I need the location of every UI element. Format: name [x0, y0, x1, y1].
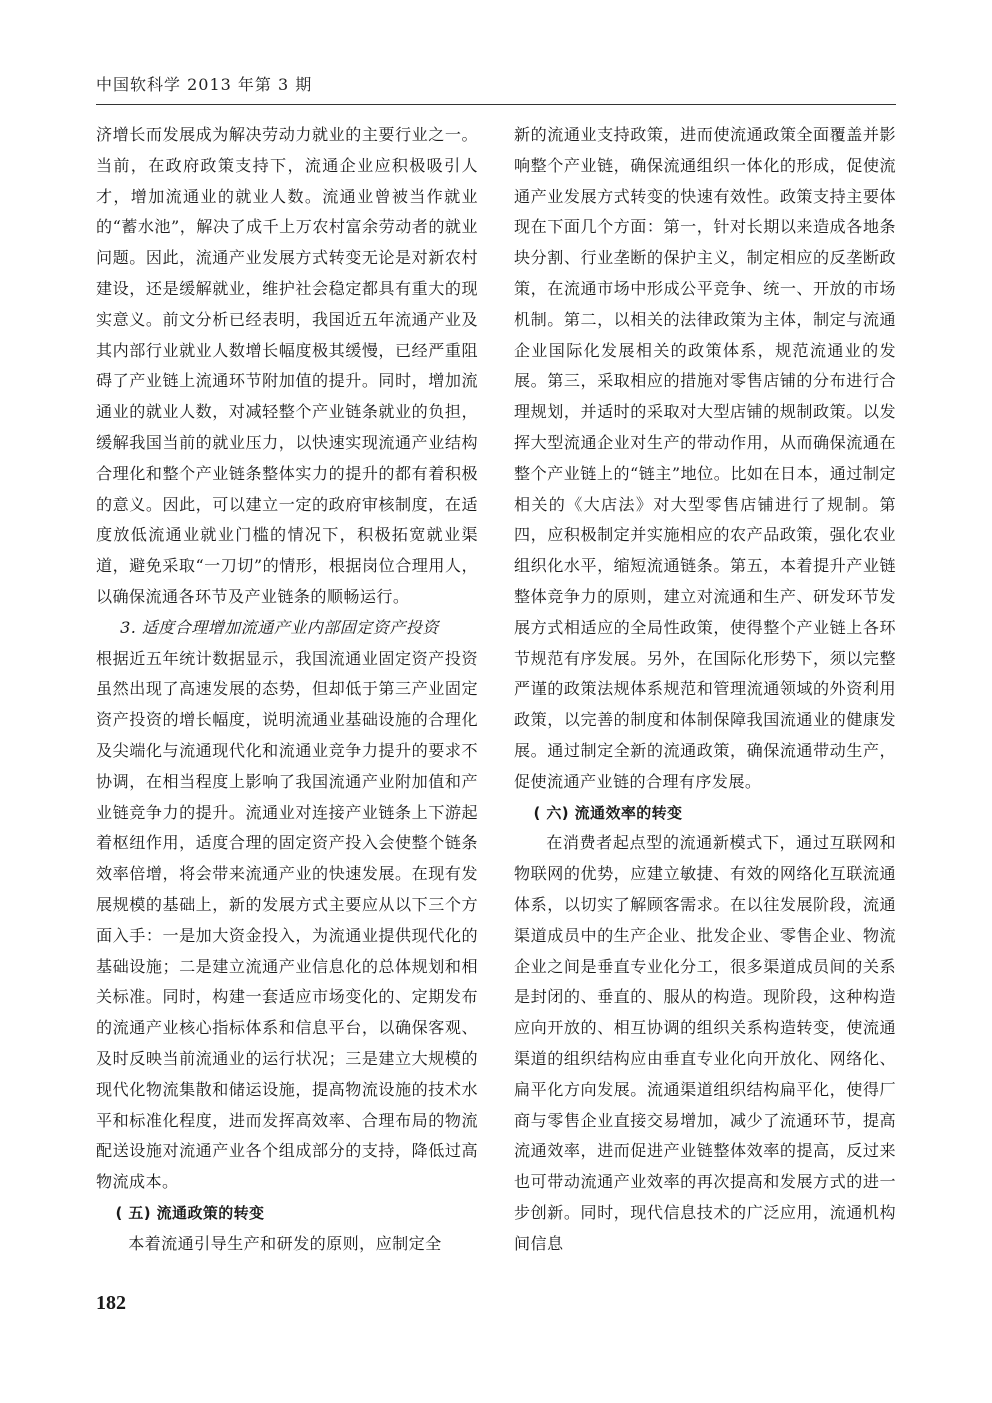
subsection-heading: 3. 适度合理增加流通产业内部固定资产投资: [120, 617, 439, 637]
paragraph: 济增长而发展成为解决劳动力就业的主要行业之一。当前，在政府政策支持下，流通企业应积极吸引人才，增加流通业的就业人数。流通业曾被当作就业的“蓄水池”，解决了成千上万农村富余劳动者的就业问题。因此，流通产业发展方式转变无论是对新农村建设，还是缓解就业，维护社会稳定都具有重大的现实意义。前文分析已经表明，我国近五年流通产业及其内部行业就业人数增长幅度极其缓慢，已经严重阻碍了产业链上流通环节附加值的提升。同时，增加流通业的就业人数，对减轻整个产业链条就业的负担，缓解我国当前的就业压力，以快速实现流通产业结构合理化和整个产业链条整体实力的提升的都有着积极的意义。因此，可以建立一定的政府审核制度，在适度放低流通业就业门槛的情况下，积极拓宽就业渠道，避免采取“一刀切”的情形，根据岗位合理用人，以确保流通各环节及产业链条的顺畅运行。: [96, 125, 478, 606]
section-heading: ( 六) 流通效率的转变: [533, 803, 683, 822]
paragraph: 本着流通引导生产和研发的原则，应制定全: [128, 1233, 442, 1253]
left-column: [96, 120, 478, 1259]
page-number: 182: [96, 1292, 126, 1314]
paragraph: 新的流通业支持政策，进而使流通政策全面覆盖并影响整个产业链，确保流通组织一体化的形成，促使流通产业发展方式转变的快速有效性。政策支持主要体现在下面几个方面：第一，针对长期以来造成各地条块分割、行业垄断的保护主义，制定相应的反垄断政策，在流通市场中形成公平竞争、统一、开放的市场机制。第二，以相关的法律政策为主体，制定与流通企业国际化发展相关的政策体系，规范流通业的发展。第三，采取相应的措施对零售店铺的分布进行合理规划，并适时的采取对大型店铺的规制政策。以发挥大型流通企业对生产的带动作用，从而确保流通在整个产业链上的“链主”地位。比如在日本，通过制定相关的《大店法》对大型零售店铺进行了规制。第四，应积极制定并实施相应的农产品政策，强化农业组织化水平，缩短流通链条。第五，本着提升产业链整体竞争力的原则，建立对流通和生产、研发环节发展方式相适应的全局性政策，使得整个产业链上各环节规范有序发展。另外，在国际化形势下，须以完整严谨的政策法规体系规范和管理流通领域的外资利用政策，以完善的制度和体制保障我国流通业的健康发展。通过制定全新的流通政策，确保流通带动生产，促使流通产业链的合理有序发展。: [514, 125, 896, 791]
right-column: [514, 120, 896, 1259]
journal-issue-title: 中国软科学 2013 年第 3 期: [96, 75, 313, 94]
running-header: [96, 70, 896, 105]
paragraph: 根据近五年统计数据显示，我国流通业固定资产投资虽然出现了高速发展的态势，但却低于第三产业固定资产投资的增长幅度，说明流通业基础设施的合理化及尖端化与流通现代化和流通业竞争力提升的要求不协调，在相当程度上影响了我国流通产业附加值和产业链竞争力的提升。流通业对连接产业链条上下游起着枢纽作用，适度合理的固定资产投入会使整个链条效率倍增，将会带来流通产业的快速发展。在现有发展规模的基础上，新的发展方式主要应从以下三个方面入手：一是加大资金投入，为流通业提供现代化的基础设施；二是建立流通产业信息化的总体规划和相关标准。同时，构建一套适应市场变化的、定期发布的流通产业核心指标体系和信息平台，以确保客观、及时反映当前流通业的运行状况；三是建立大规模的现代化物流集散和储运设施，提高物流设施的技术水平和标准化程度，进而发挥高效率、合理布局的物流配送设施对流通产业各个组成部分的支持，降低过高物流成本。: [96, 648, 478, 1192]
paragraph: 在消费者起点型的流通新模式下，通过互联网和物联网的优势，应建立敏捷、有效的网络化互联流通体系，以切实了解顾客需求。在以往发展阶段，流通渠道成员中的生产企业、批发企业、零售企业、物流企业之间是垂直专业化分工，很多渠道成员间的关系是封闭的、垂直的、服从的构造。现阶段，这种构造应向开放的、相互协调的组织关系构造转变，使流通渠道的组织结构应由垂直专业化向开放化、网络化、扁平化方向发展。流通渠道组织结构扁平化，使得厂商与零售企业直接交易增加，减少了流通环节，提高流通效率，进而促进产业链整体效率的提高，反过来也可带动流通产业效率的再次提高和发展方式的进一步创新。同时，现代信息技术的广泛应用，流通机构间信息: [514, 833, 896, 1253]
section-heading: ( 五) 流通政策的转变: [115, 1203, 265, 1222]
